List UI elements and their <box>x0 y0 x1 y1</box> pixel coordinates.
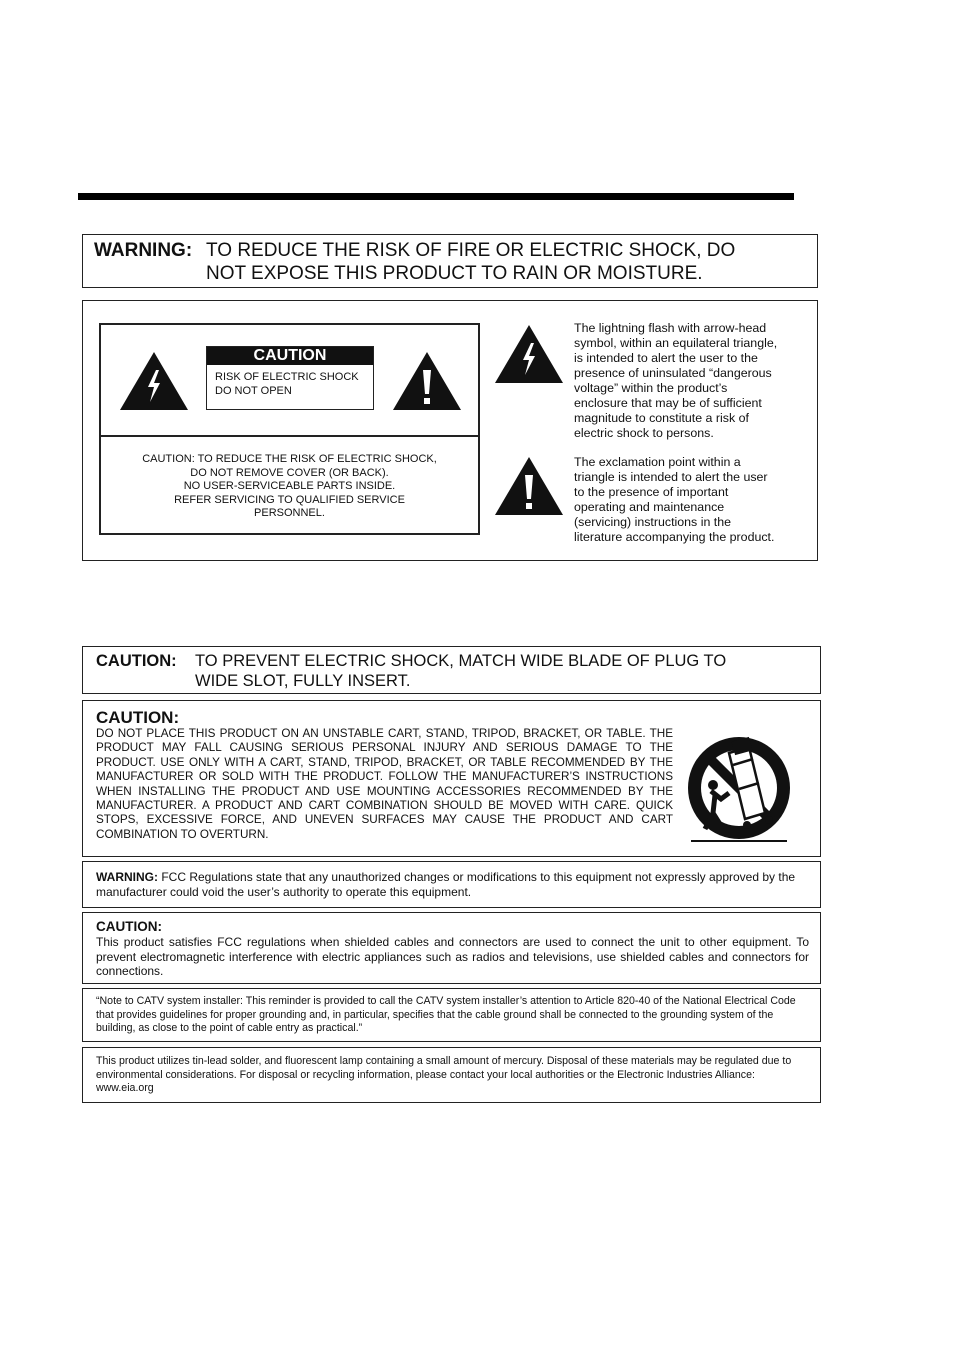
exclamation-text-line: triangle is intended to alert the user <box>574 470 768 484</box>
exclamation-text-line: The exclamation point within a <box>574 455 741 469</box>
exclamation-text-line: literature accompanying the product. <box>574 530 775 544</box>
warning-line-1: TO REDUCE THE RISK OF FIRE OR ELECTRIC SHOCK, DO <box>206 240 736 261</box>
lightning-text-line: electric shock to persons. <box>574 426 714 440</box>
label-divider <box>101 435 478 437</box>
lightning-triangle-icon <box>118 350 190 412</box>
caution-bottom-line: CAUTION: TO REDUCE THE RISK OF ELECTRIC SHOCK, <box>142 453 437 465</box>
exclamation-text-line: operating and maintenance <box>574 500 725 514</box>
fcc-warning-label: WARNING: <box>96 870 158 884</box>
warning-label: WARNING: <box>94 240 193 261</box>
catv-note-box <box>82 988 821 1042</box>
lightning-text-line: magnitude to constitute a risk of <box>574 411 749 425</box>
safety-symbols-box <box>82 300 818 561</box>
plug-caution-line-2: WIDE SLOT, FULLY INSERT. <box>195 672 411 690</box>
lightning-text-line: voltage” within the product’s <box>574 381 728 395</box>
caution-bottom-text <box>101 453 478 521</box>
shielded-cable-caution-box <box>82 912 821 984</box>
no-cart-tipping-icon <box>683 725 795 849</box>
exclamation-triangle-icon <box>391 350 463 412</box>
header-rule <box>78 193 794 200</box>
lightning-text-line: The lightning flash with arrow-head <box>574 321 767 335</box>
caution-label-illustration <box>99 323 480 535</box>
exclamation-text-line: (servicing) instructions in the <box>574 515 732 529</box>
cart-caution-label: CAUTION: <box>96 708 180 727</box>
lightning-text-line: is intended to alert the user to the <box>574 351 758 365</box>
shielded-caution-label: CAUTION: <box>96 919 162 934</box>
caution-bottom-line: PERSONNEL. <box>254 507 325 519</box>
fcc-warning-text <box>96 870 808 899</box>
caution-bottom-line: DO NOT REMOVE COVER (OR BACK). <box>190 466 389 479</box>
fcc-warning-box <box>82 861 821 908</box>
caution-risk-line: RISK OF ELECTRIC SHOCK <box>215 371 359 383</box>
cart-caution-text: DO NOT PLACE THIS PRODUCT ON AN UNSTABLE CART, STAND, TRIPOD, BRACKET, OR TABLE. THE PRODUCT MAY FALL CAUSING SERIOUS PERSONAL INJURY AND SERIOUS DAMAGE TO THE PRODUCT. USE ONLY WITH A CART, STAND, TRIPOD, BRACKET, OR TABLE RECOMMENDED BY THE MANUFACTURER OR SOLD WITH THE PRODUCT. FOLLOW THE MANUFACTURER’S INSTRUCTIONS WHEN INSTALLING THE PRODUCT AND USE MOUNTING ACCESSORIES RECOMMENDED BY THE MANUFACTURER. A PRODUCT AND CART COMBINATION SHOULD BE MOVED WITH CARE. QUICK STOPS, EXCESSIVE FORCE, AND UNEVEN SURFACES MAY CAUSE THE PRODUCT AND CART COMBINATION TO OVERTURN. <box>96 727 673 841</box>
lightning-explanation <box>574 321 819 441</box>
disposal-notice-box <box>82 1047 821 1103</box>
exclamation-text-line: to the presence of important <box>574 485 729 499</box>
fcc-warning-body: FCC Regulations state that any unauthorized changes or modifications to this equipment not expressly approved by the manufacturer could void the user’s authority to operate this equipment. <box>96 870 796 899</box>
caution-heading: CAUTION <box>207 347 373 365</box>
lightning-triangle-icon <box>493 323 565 385</box>
plug-caution-box <box>82 646 821 694</box>
caution-bottom-line: REFER SERVICING TO QUALIFIED SERVICE <box>174 493 405 506</box>
warning-rain-box <box>82 234 818 288</box>
disposal-notice-text: This product utilizes tin-lead solder, and fluorescent lamp containing a small amount of mercury. Disposal of these materials may be regulated due to environmental considerations. For disposal or recycling information, please contact your local authorities or the Electronic Industries Alliance: www.eia.org <box>96 1055 792 1095</box>
plug-caution-line-1: TO PREVENT ELECTRIC SHOCK, MATCH WIDE BLADE OF PLUG TO <box>195 652 727 670</box>
exclamation-triangle-icon <box>493 455 565 517</box>
warning-line-2: NOT EXPOSE THIS PRODUCT TO RAIN OR MOISTURE. <box>206 263 703 284</box>
exclamation-explanation <box>574 455 819 545</box>
lightning-text-line: presence of uninsulated “dangerous <box>574 366 772 380</box>
catv-note-text: “Note to CATV system installer: This reminder is provided to call the CATV system installer’s attention to Article 820-40 of the National Electrical Code that provides guidelines for proper grounding and, in particular, specifies that the cable ground shall be connected to the grounding system of the building, as close to the point of cable entry as practical.” <box>96 995 796 1035</box>
caution-do-not-open: DO NOT OPEN <box>215 385 292 397</box>
caution-bottom-line: NO USER-SERVICEABLE PARTS INSIDE. <box>183 480 396 492</box>
plug-caution-label: CAUTION: <box>96 652 177 670</box>
lightning-text-line: enclosure that may be of sufficient <box>574 396 762 410</box>
caution-panel <box>206 346 374 410</box>
cart-caution-box <box>82 700 821 857</box>
shielded-caution-text: This product satisfies FCC regulations when shielded cables and connectors are used to connect the unit to other equipment. To prevent electromagnetic interference with electric appliances such as radios and televisions, use shielded cables and connectors for connections. <box>96 935 809 979</box>
lightning-text-line: symbol, within an equilateral triangle, <box>574 336 778 350</box>
